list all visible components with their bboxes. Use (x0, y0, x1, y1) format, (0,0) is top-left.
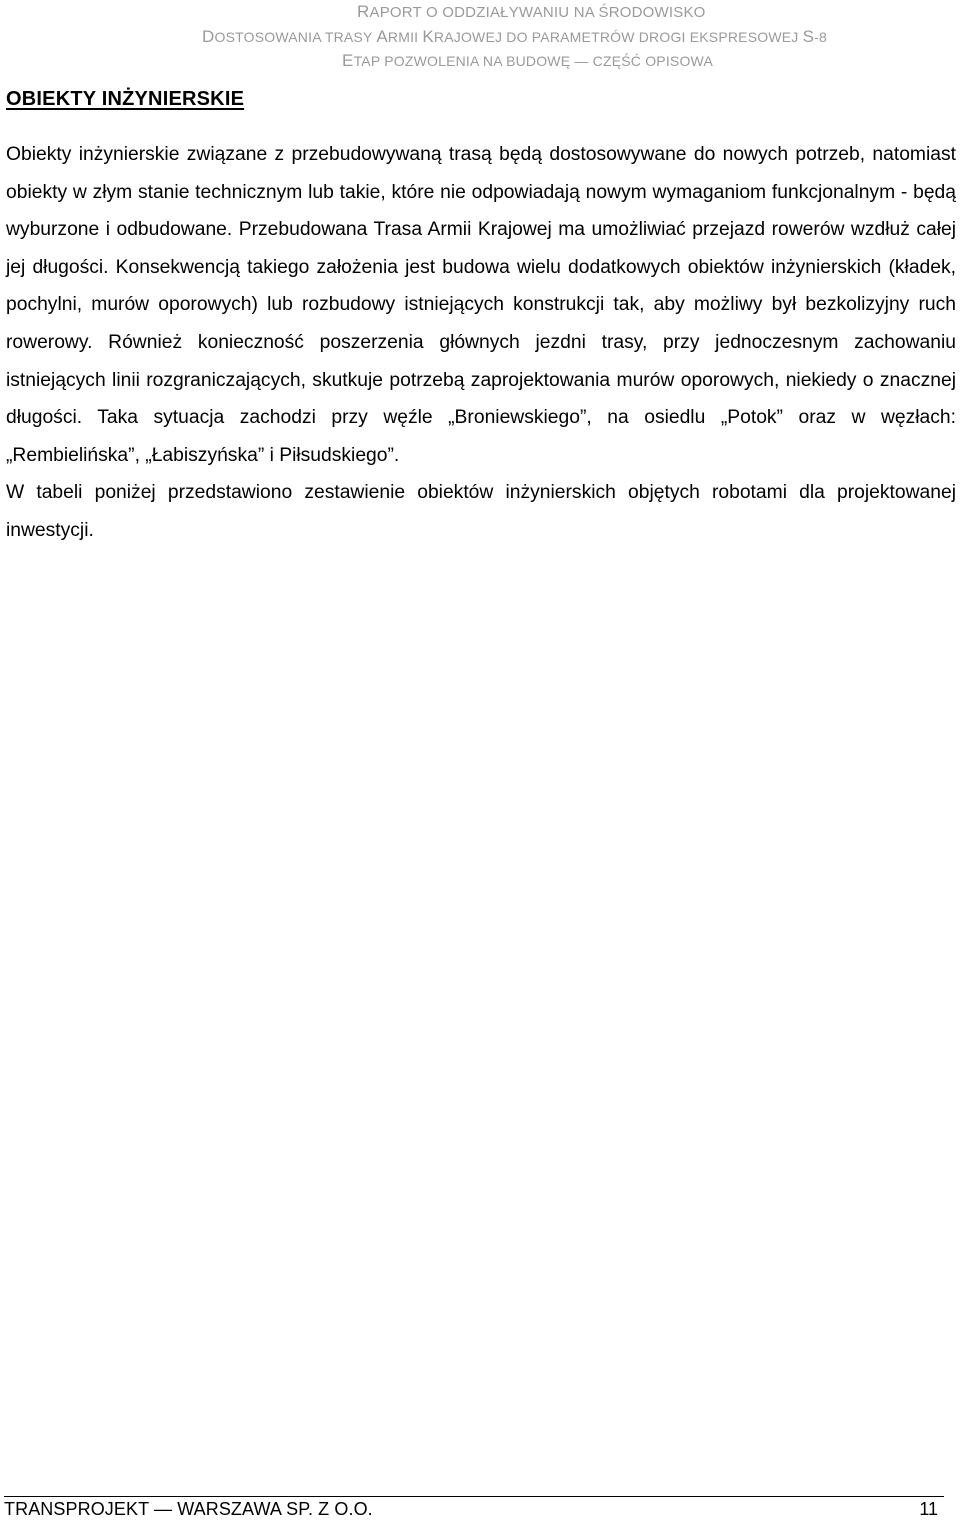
paragraph-1: Obiekty inżynierskie związane z przebudowywaną trasą będą dostosowywane do nowych potrzeb, natomiast obiekty w złym stanie technicznym lub takie, które nie odpowiadają nowym wymaganiom funkcjonalnym - będą wyburzone i odbudowane. Przebudowana Trasa Armii Krajowej ma umożliwiać przejazd rowerów wzdłuż całej jej długości. Konsekwencją takiego założenia jest budowa wielu dodatkowych obiektów inżynierskich (kładek, pochylni, murów oporowych) lub rozbudowy istniejących konstrukcji tak, aby możliwy był bezkolizyjny ruch rowerowy. Również konieczność poszerzenia głównych jezdni trasy, przy jednoczesnym zachowaniu istniejących linii rozgraniczających, skutkuje potrzebą zaprojektowania murów oporowych, niekiedy o znacznej długości. Taka sytuacja zachodzi przy węźle „Broniewskiego”, na osiedlu „Potok” oraz w węzłach: „Rembielińska”, „Łabiszyńska” i Piłsudskiego”. (6, 144, 956, 466)
header-project-title: DOSTOSOWANIA TRASY ARMII KRAJOWEJ DO PARAMETRÓW DROGI EKSPRESOWEJ S-8 (202, 27, 827, 46)
header-stage-title: ETAP POZWOLENIA NA BUDOWĘ — CZĘŚĆ OPISOWA (342, 51, 713, 70)
header-report-title: RAPORT O ODDZIAŁYWANIU NA ŚRODOWISKO (357, 2, 706, 21)
body-text (6, 136, 956, 550)
page-footer (4, 1496, 944, 1520)
running-header (201, 0, 826, 73)
section-title: OBIEKTY INŻYNIERSKIE (6, 88, 245, 110)
paragraph-2: W tabeli poniżej przedstawiono zestawienie obiektów inżynierskich objętych robotami dla projektowanej inwestycji. (6, 482, 956, 541)
footer-company: TRANSPROJEKT — WARSZAWA SP. Z O.O. (4, 1499, 373, 1519)
page-number: 11 (919, 1499, 938, 1519)
